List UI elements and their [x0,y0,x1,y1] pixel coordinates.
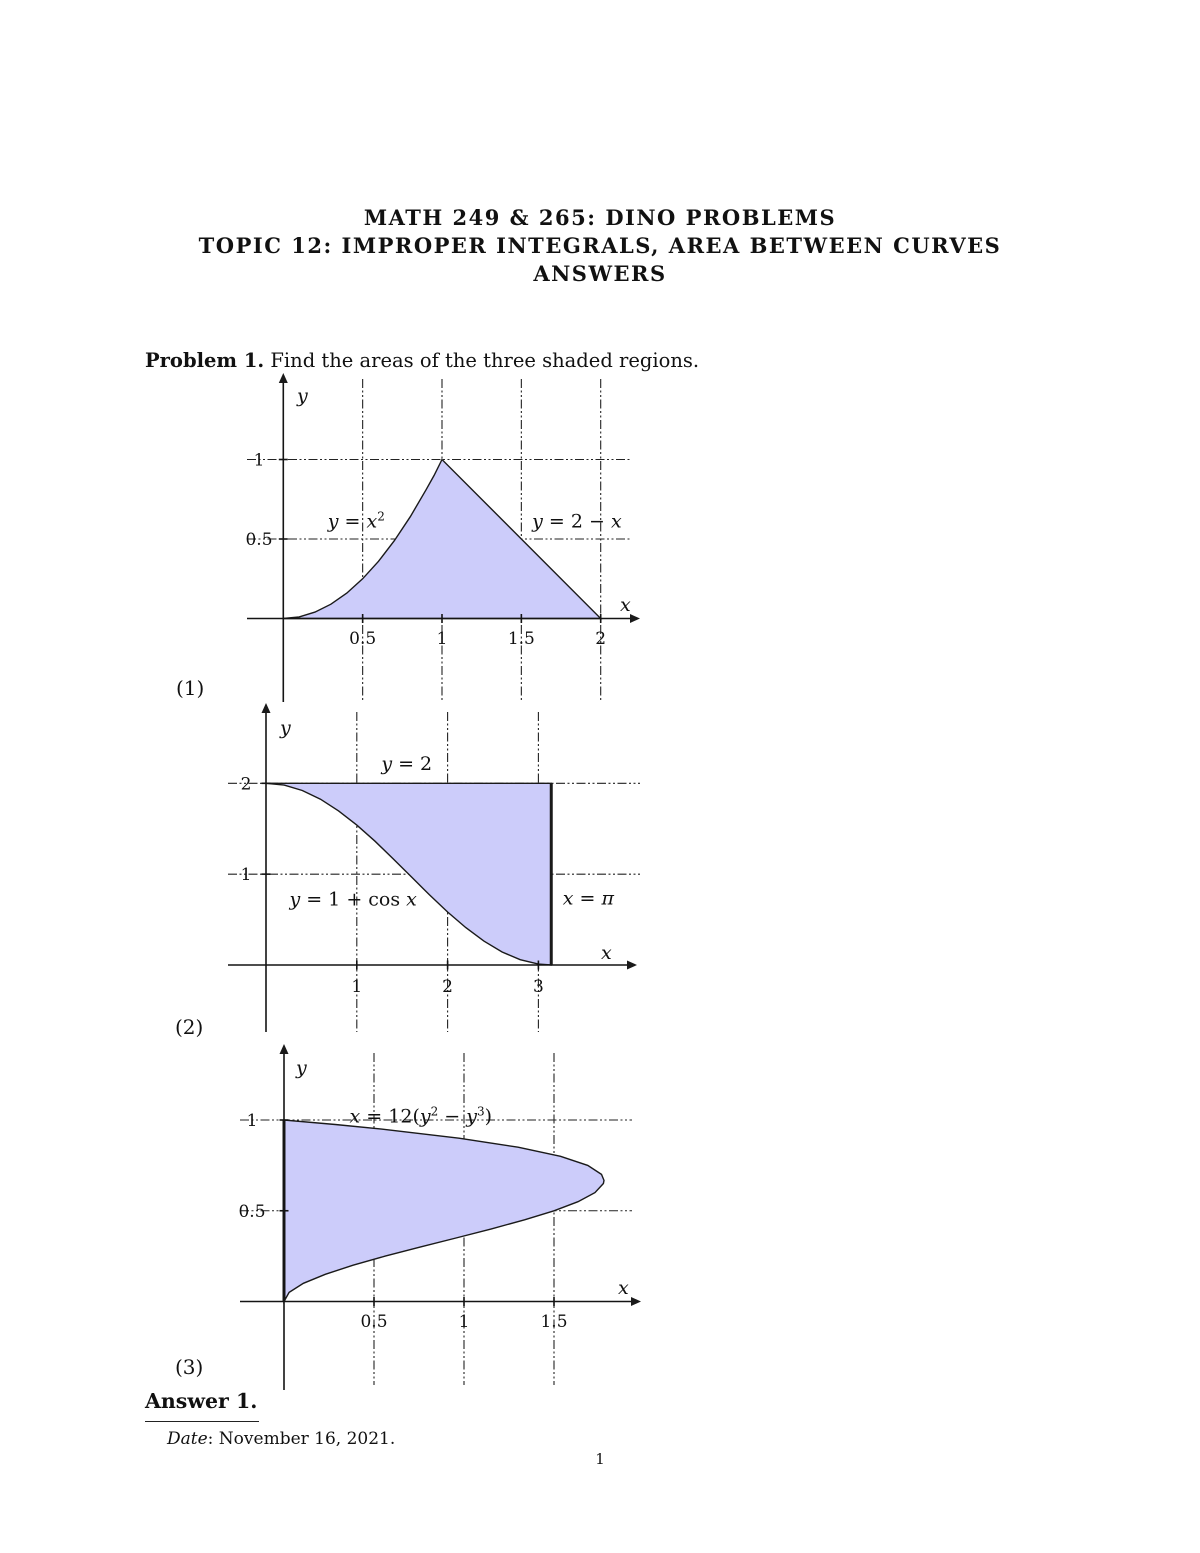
svg-text:1: 1 [436,629,448,649]
svg-text:x: x [618,1277,629,1299]
svg-text:0.5: 0.5 [349,629,377,649]
answer-label: Answer 1. [145,1389,258,1413]
svg-text:2: 2 [240,774,252,795]
svg-text:x = π: x = π [562,887,614,910]
svg-text:x: x [620,594,631,616]
figure-1-plot [235,372,655,712]
svg-text:3: 3 [532,977,544,997]
title-line-3: ANSWERS [533,261,667,286]
svg-text:1: 1 [351,977,363,997]
figure-3-number: (3) [175,1355,204,1379]
title-line-2: TOPIC 12: IMPROPER INTEGRALS, AREA BETWEEN CURVES [198,233,1002,258]
svg-text:0.5: 0.5 [360,1312,388,1332]
footnote-rule [145,1421,259,1422]
problem-text: Find the areas of the three shaded regions. [270,349,700,372]
svg-text:y: y [297,385,308,407]
svg-text:1: 1 [246,1111,258,1131]
date-footnote [167,1429,395,1449]
svg-text:1: 1 [458,1312,470,1332]
svg-text:y = 1 + cos x: y = 1 + cos x [289,888,417,911]
svg-text:2: 2 [595,629,607,649]
svg-text:y: y [296,1057,307,1079]
date-value: : November 16, 2021. [207,1429,396,1449]
svg-text:x = 12(y2 − y3): $x = 12(y^2 - y^3)$ [349,1104,493,1128]
svg-text:2: 2 [442,977,454,997]
svg-text:0.5: 0.5 [245,530,273,550]
svg-text:1.5: 1.5 [507,629,535,649]
svg-text:y: y [280,717,291,739]
figure-1-number: (1) [176,676,205,700]
svg-text:y = 2 − x: y = 2 − x [532,510,622,533]
svg-text:1.5: 1.5 [540,1312,568,1332]
svg-text:x: x [601,942,612,964]
svg-text:1: 1 [253,450,265,471]
svg-text:0.5: 0.5 [238,1201,266,1222]
figure-2-plot [220,700,650,1045]
page-number: 1 [595,1450,605,1468]
svg-text:y = 2: y = 2 [381,753,433,776]
figure-3-plot [230,1045,660,1395]
svg-text:1: 1 [240,865,252,886]
problem-statement [145,349,699,372]
title-line-1: MATH 249 & 265: DINO PROBLEMS [363,205,837,230]
figure-2-number: (2) [175,1015,204,1039]
document-title [0,204,1200,288]
date-word: Date [167,1429,208,1449]
problem-label: Problem 1. [145,349,265,372]
svg-text:y = x2: $y = x^2$ [327,509,385,533]
